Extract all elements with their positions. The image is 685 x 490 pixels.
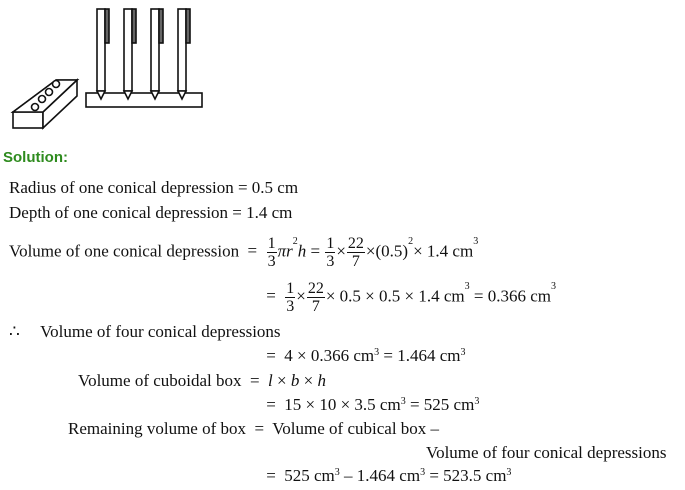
remaining-row2: Volume of four conical depressions [426,443,667,462]
cuboid-row: Volume of cuboidal box = l × b × h [78,371,326,390]
pen-stand-figure [0,0,220,140]
pi-r: πr [277,241,293,261]
remaining-calc: = 525 $cm^3 - 1.464$ $cm^3 = 523.5$ $cm^3$ [266,466,512,485]
vol-one-label: Volume of one conical depression [9,241,240,261]
depth-line: Depth of one conical depression = 1.4 cm [9,203,293,222]
h: h [297,241,307,261]
fraction-1-3: $\frac{1}{3}$ [267,235,276,270]
vol-one-row: Volume of one conical depression = $\frac{1}{3}$ $\pi r^2h$ = $\frac{1}{3}$ × $\frac{22}{7}$ $\times(0.5)^2\times 1.4$ $cm^3$ [9,235,479,270]
vol-one-step2: = $\frac{1}{3}$ × $\frac{22}{7}$ × 0.5 × 0.5 × 1.4 $cm^3 = 0.366$ $cm^3$ [266,280,556,315]
vol-four-calc: = 4 × 0.366 $cm^3 = 1.464$ $cm^3$ [266,346,466,365]
radius-line: Radius of one conical depression = 0.5 cm [9,178,299,197]
solution-heading: Solution: [3,149,68,166]
therefore-symbol: ∴ [9,322,20,341]
fraction-22-7: $\frac{22}{7}$ [347,235,364,270]
equals: = [247,241,258,261]
remaining-row: Remaining volume of box = Volume of cubical box – [68,419,440,438]
fraction-1-3: $\frac{1}{3}$ [326,235,335,270]
vol-four-row: ∴ Volume of four conical depressions [9,322,281,341]
cuboid-calc: = 15 × 10 × 3.5 $cm^3 = 525$ $cm^3$ [266,395,480,414]
